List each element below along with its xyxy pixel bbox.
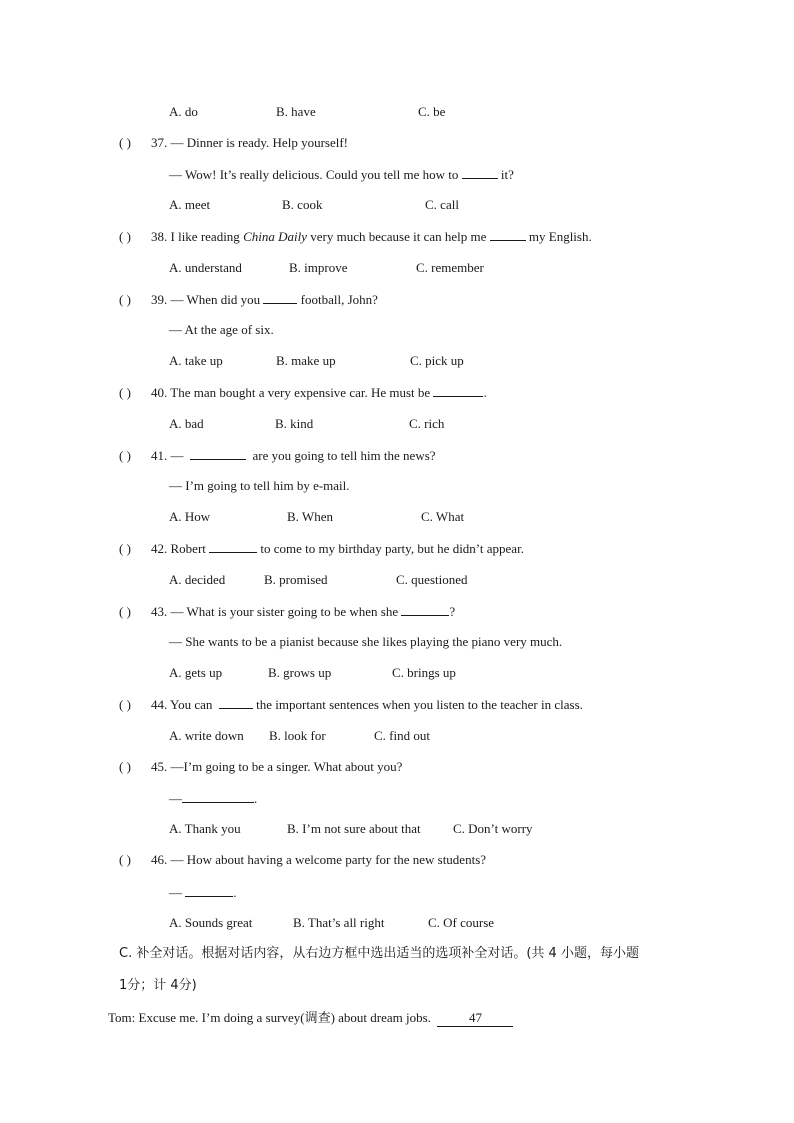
q37-question — [119, 135, 348, 151]
answer-blank — [433, 384, 483, 397]
q43-option-a: A. gets up — [169, 665, 223, 680]
answer-blank — [401, 603, 449, 616]
q45-question — [119, 759, 402, 775]
q45-option-a: A. Thank you — [169, 821, 241, 836]
answer-paren: ( ) — [119, 604, 131, 619]
reply-text: — Wow! It’s really delicious. Could you tell me how to — [169, 167, 459, 182]
question-text-end: my English. — [528, 229, 592, 244]
question-number: 44. — [151, 697, 168, 712]
q38-option-c: C. remember — [416, 260, 484, 275]
q42-option-c: C. questioned — [396, 572, 468, 587]
answer-blank — [182, 790, 254, 803]
q40-option-c: C. rich — [409, 416, 445, 431]
q39-question — [119, 291, 378, 308]
answer-blank — [263, 291, 297, 304]
q37-reply — [169, 166, 514, 183]
q46-question — [119, 852, 486, 868]
answer-paren: ( ) — [119, 541, 131, 556]
question-number: 41. — [151, 448, 168, 463]
q44-option-b: B. look for — [269, 728, 326, 743]
q43-option-b: B. grows up — [268, 665, 332, 680]
reply-end: . — [233, 885, 237, 900]
question-text: — Dinner is ready. Help yourself! — [170, 135, 348, 150]
section-c-score: 1分；计 4分) — [119, 978, 197, 993]
q42-option-b: B. promised — [264, 572, 328, 587]
q45-option-b: B. I’m not sure about that — [287, 821, 421, 836]
question-text: — How about having a welcome party for the new students? — [170, 852, 487, 867]
q37-option-c: C. call — [425, 197, 459, 212]
q44-question — [119, 696, 583, 713]
answer-paren: ( ) — [119, 292, 131, 307]
q41-option-b: B. When — [287, 509, 333, 524]
dash: — — [169, 791, 182, 806]
question-text: — When did you — [170, 292, 261, 307]
answer-blank — [185, 884, 233, 897]
reply-text-end: it? — [500, 167, 514, 182]
answer-paren: ( ) — [119, 135, 131, 150]
question-number: 39. — [151, 292, 168, 307]
q41-question — [119, 447, 436, 464]
answer-blank — [209, 540, 257, 553]
q39-option-a: A. take up — [169, 353, 223, 368]
dialog-line — [108, 1010, 513, 1027]
dash: — — [170, 448, 184, 463]
question-number: 37. — [151, 135, 168, 150]
q41-option-a: A. How — [169, 509, 211, 524]
answer-paren: ( ) — [119, 385, 131, 400]
question-text-end: ? — [449, 604, 456, 619]
question-number: 40. — [151, 385, 168, 400]
answer-paren: ( ) — [119, 229, 131, 244]
q44-option-c: C. find out — [374, 728, 430, 743]
q38-question — [119, 228, 592, 245]
q42-option-a: A. decided — [169, 572, 226, 587]
question-number: 38. — [151, 229, 168, 244]
answer-paren: ( ) — [119, 448, 131, 463]
question-text-end: . — [483, 385, 487, 400]
question-text: Robert — [170, 541, 206, 556]
q41-option-c: C. What — [421, 509, 465, 524]
q36-option-b: B. have — [276, 104, 316, 119]
answer-paren: ( ) — [119, 759, 131, 774]
question-text: — What is your sister going to be when she — [170, 604, 399, 619]
q43-question — [119, 603, 455, 620]
q39-reply: — At the age of six. — [169, 322, 274, 337]
q43-option-c: C. brings up — [392, 665, 456, 680]
question-text: I like reading — [170, 229, 240, 244]
dialog-text: Tom: Excuse me. I’m doing a survey(调查) about dream jobs. — [108, 1010, 431, 1025]
q37-option-a: A. meet — [169, 197, 211, 212]
q38-option-b: B. improve — [289, 260, 348, 275]
q46-option-c: C. Of course — [428, 915, 495, 930]
question-number: 43. — [151, 604, 168, 619]
q40-option-a: A. bad — [169, 416, 204, 431]
q46-reply — [169, 884, 237, 901]
q41-reply: — I’m going to tell him by e-mail. — [169, 478, 350, 493]
answer-paren: ( ) — [119, 852, 131, 867]
q45-option-c: C. Don’t worry — [453, 821, 533, 836]
q42-question — [119, 540, 524, 557]
q39-option-b: B. make up — [276, 353, 336, 368]
question-text: are you going to tell him the news? — [252, 448, 436, 463]
answer-blank — [219, 696, 253, 709]
q46-option-b: B. That’s all right — [293, 915, 385, 930]
q46-option-a: A. Sounds great — [169, 915, 253, 930]
newspaper-title: China Daily — [243, 229, 307, 244]
question-number: 42. — [151, 541, 168, 556]
answer-paren: ( ) — [119, 697, 131, 712]
q40-option-b: B. kind — [275, 416, 314, 431]
q40-question — [119, 384, 487, 401]
q37-option-b: B. cook — [282, 197, 323, 212]
question-text: You can — [170, 697, 213, 712]
question-number: 46. — [151, 852, 168, 867]
question-text: The man bought a very expensive car. He must be — [170, 385, 431, 400]
question-text-mid: very much because it can help me — [310, 229, 487, 244]
q45-reply — [169, 790, 257, 807]
question-text: —I’m going to be a singer. What about you? — [170, 759, 403, 774]
answer-blank — [462, 166, 498, 179]
question-text-end: football, John? — [300, 292, 378, 307]
dash: — — [169, 885, 182, 900]
q44-option-a: A. write down — [169, 728, 244, 743]
q36-option-a: A. do — [169, 104, 198, 119]
question-number: 45. — [151, 759, 168, 774]
reply-end: . — [254, 791, 258, 806]
blank-47[interactable]: 47 — [437, 1010, 513, 1027]
q39-option-c: C. pick up — [410, 353, 464, 368]
q38-option-a: A. understand — [169, 260, 242, 275]
section-c-instruction: C. 补全对话。根据对话内容，从右边方框中选出适当的选项补全对话。(共 4 小题，每小题 — [119, 946, 639, 961]
answer-blank — [190, 447, 246, 460]
question-text-end: the important sentences when you listen to the teacher in class. — [256, 697, 583, 712]
q43-reply: — She wants to be a pianist because she likes playing the piano very much. — [169, 634, 563, 649]
answer-blank — [490, 228, 526, 241]
q36-option-c: C. be — [418, 104, 446, 119]
question-text-end: to come to my birthday party, but he didn’t appear. — [260, 541, 524, 556]
